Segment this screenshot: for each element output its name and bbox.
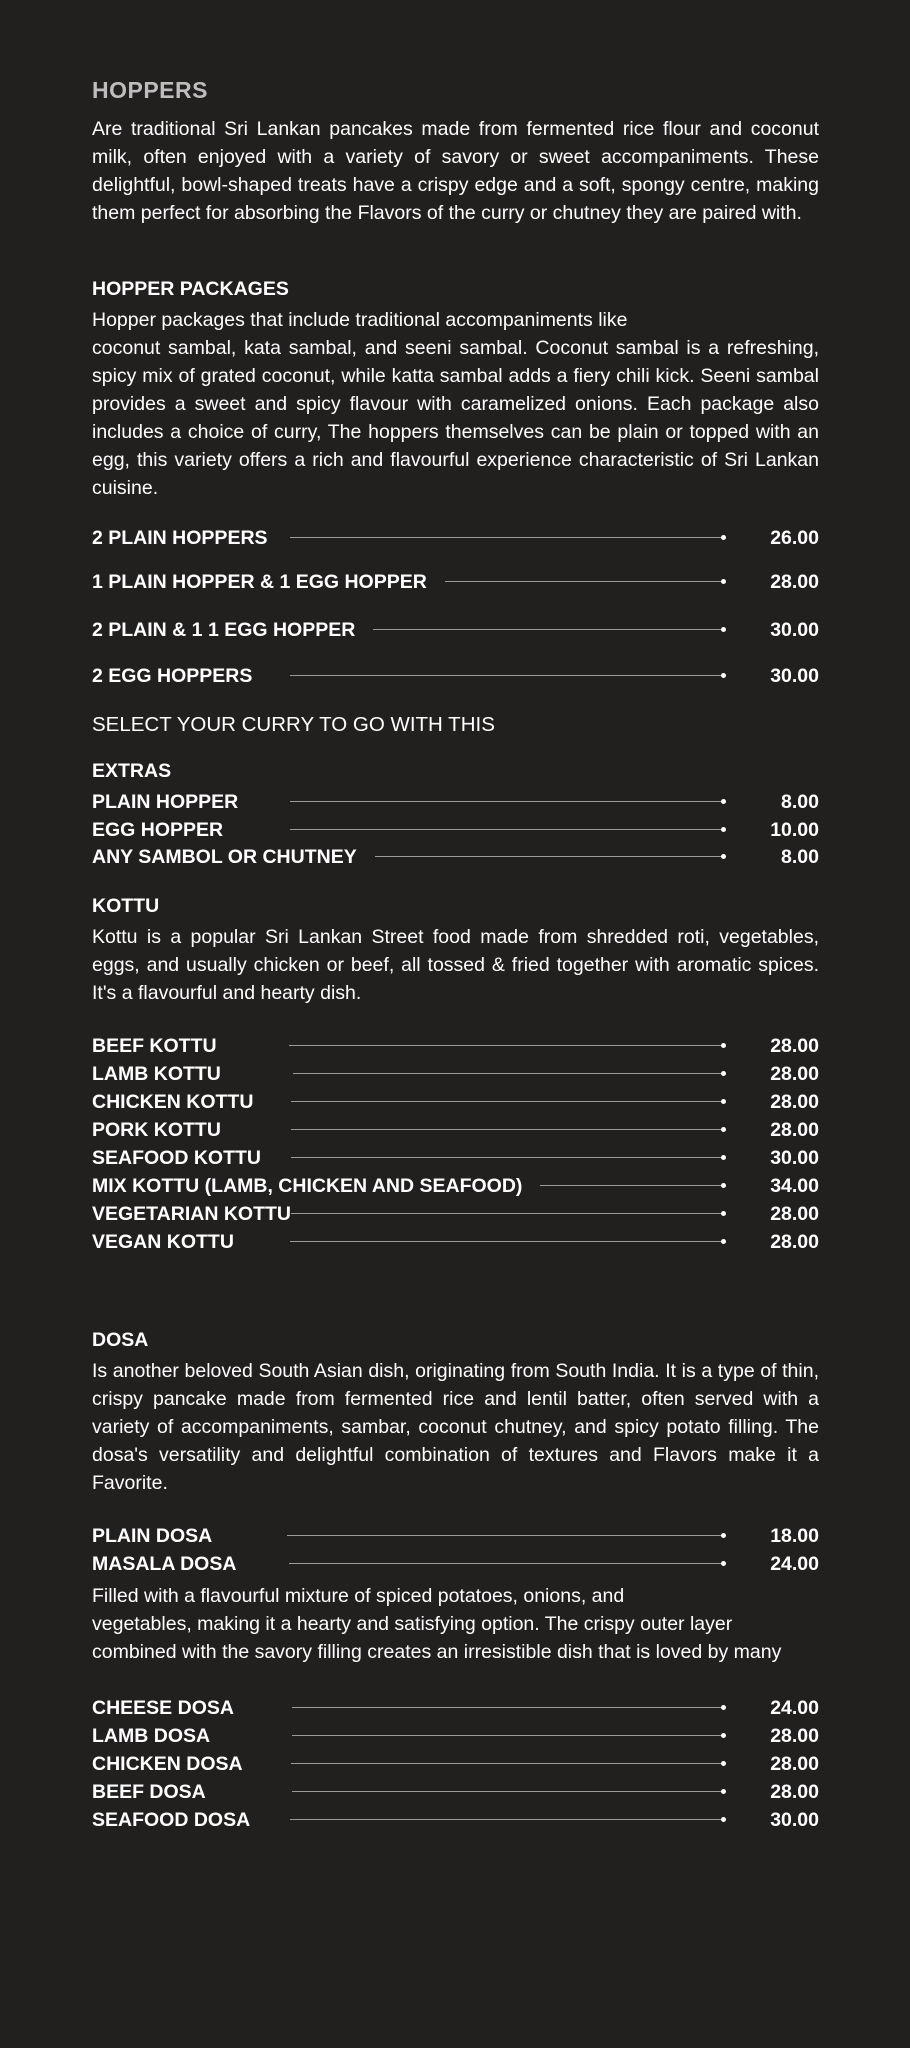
dotted-leader bbox=[290, 801, 723, 803]
dosa-description: Is another beloved South Asian dish, originating from South India. It is a type of thin, crispy pancake made from fermented rice and lentil batter, often served with a variety of accompaniments, sambar, coconut chutney, and spicy potato filling. The dosa's versatility and delightful combination of textures and Flavors make it a Favorite. bbox=[92, 1360, 819, 1494]
menu-item bbox=[92, 1750, 819, 1778]
item-price: 26.00 bbox=[770, 526, 819, 549]
item-name: 2 PLAIN HOPPERS bbox=[92, 526, 268, 549]
kottu-title: KOTTU bbox=[92, 895, 160, 917]
dotted-leader bbox=[290, 829, 723, 831]
item-price: 30.00 bbox=[770, 1808, 819, 1831]
menu-item bbox=[92, 1200, 819, 1228]
item-name: LAMB KOTTU bbox=[92, 1062, 221, 1085]
item-price: 8.00 bbox=[781, 790, 819, 813]
menu-item bbox=[92, 1522, 819, 1550]
dotted-leader bbox=[293, 1073, 723, 1075]
item-price: 24.00 bbox=[770, 1696, 819, 1719]
item-price: 34.00 bbox=[770, 1174, 819, 1197]
item-name: BEEF KOTTU bbox=[92, 1034, 217, 1057]
dotted-leader bbox=[291, 1101, 723, 1103]
menu-item bbox=[92, 524, 819, 552]
item-name: VEGAN KOTTU bbox=[92, 1230, 234, 1253]
menu-item bbox=[92, 1116, 819, 1144]
item-name: SEAFOOD DOSA bbox=[92, 1808, 251, 1831]
masala-note-line3: combined with the savory filling creates an irresistible dish that is loved by many bbox=[92, 1641, 782, 1663]
menu-item bbox=[92, 616, 819, 644]
item-name: PLAIN HOPPER bbox=[92, 790, 239, 813]
item-price: 24.00 bbox=[770, 1552, 819, 1575]
dotted-leader bbox=[375, 856, 723, 858]
item-price: 28.00 bbox=[770, 1090, 819, 1113]
dotted-leader bbox=[290, 537, 723, 539]
item-name: EGG HOPPER bbox=[92, 818, 224, 841]
item-name: CHICKEN DOSA bbox=[92, 1752, 243, 1775]
dotted-leader bbox=[373, 629, 723, 631]
dotted-leader bbox=[292, 1707, 723, 1709]
item-price: 30.00 bbox=[770, 664, 819, 687]
hoppers-title: HOPPERS bbox=[92, 77, 208, 103]
kottu-description: Kottu is a popular Sri Lankan Street food made from shredded roti, vegetables, eggs, and usually chicken or beef, all tossed & fried together with aromatic spices. It's a flavourful and hearty dish. bbox=[92, 926, 819, 1004]
menu-item bbox=[92, 1144, 819, 1172]
menu-item bbox=[92, 1694, 819, 1722]
menu-item bbox=[92, 662, 819, 690]
dotted-leader bbox=[290, 1819, 723, 1821]
item-name: 2 PLAIN & 1 1 EGG HOPPER bbox=[92, 618, 356, 641]
menu-item bbox=[92, 1722, 819, 1750]
item-name: 1 PLAIN HOPPER & 1 EGG HOPPER bbox=[92, 570, 427, 593]
item-name: ANY SAMBOL OR CHUTNEY bbox=[92, 845, 357, 868]
menu-item bbox=[92, 1060, 819, 1088]
menu-item bbox=[92, 1778, 819, 1806]
dotted-leader bbox=[292, 1791, 723, 1793]
dotted-leader bbox=[290, 1241, 723, 1243]
hopper-packages-description-line1: Hopper packages that include traditional accompaniments like bbox=[92, 309, 628, 331]
masala-note-line1: Filled with a flavourful mixture of spiced potatoes, onions, and bbox=[92, 1585, 625, 1607]
hopper-packages-title: HOPPER PACKAGES bbox=[92, 278, 289, 300]
masala-note-line2: vegetables, making it a hearty and satisfying option. The crispy outer layer bbox=[92, 1613, 733, 1635]
item-price: 10.00 bbox=[770, 818, 819, 841]
extras-title: EXTRAS bbox=[92, 760, 172, 782]
dotted-leader bbox=[291, 1157, 723, 1159]
dotted-leader bbox=[540, 1185, 723, 1187]
dosa-title: DOSA bbox=[92, 1329, 149, 1351]
dotted-leader bbox=[287, 1535, 723, 1537]
menu-item bbox=[92, 1550, 819, 1578]
item-name: PLAIN DOSA bbox=[92, 1524, 213, 1547]
item-price: 18.00 bbox=[770, 1524, 819, 1547]
item-price: 28.00 bbox=[770, 1118, 819, 1141]
hopper-packages-description-rest: coconut sambal, kata sambal, and seeni sambal. Coconut sambal is a refreshing, spicy mix of grated coconut, while katta sambal adds a fiery chili kick. Seeni sambal provides a sweet and spicy flavour with caramelized onions. Each package also includes a choice of curry, The hoppers themselves can be plain or topped with an egg, this variety offers a rich and flavourful experience characteristic of Sri Lankan cuisine. bbox=[92, 337, 819, 499]
item-name: CHICKEN KOTTU bbox=[92, 1090, 254, 1113]
dotted-leader bbox=[290, 675, 723, 677]
item-price: 30.00 bbox=[770, 618, 819, 641]
item-price: 28.00 bbox=[770, 1230, 819, 1253]
item-price: 8.00 bbox=[781, 845, 819, 868]
dotted-leader bbox=[445, 581, 723, 583]
menu-item bbox=[92, 816, 819, 844]
dotted-leader bbox=[292, 1735, 723, 1737]
item-price: 28.00 bbox=[770, 1034, 819, 1057]
menu-item bbox=[92, 1088, 819, 1116]
menu-item bbox=[92, 1032, 819, 1060]
item-name: LAMB DOSA bbox=[92, 1724, 211, 1747]
menu-item bbox=[92, 788, 819, 816]
dotted-leader bbox=[291, 1763, 723, 1765]
menu-item bbox=[92, 568, 819, 596]
item-name: MIX KOTTU (LAMB, CHICKEN AND SEAFOOD) bbox=[92, 1174, 523, 1197]
hopper-packages-description bbox=[92, 306, 819, 502]
item-price: 28.00 bbox=[770, 1724, 819, 1747]
dotted-leader bbox=[291, 1213, 723, 1215]
item-name: VEGETARIAN KOTTU bbox=[92, 1202, 291, 1225]
dotted-leader bbox=[291, 1129, 723, 1131]
menu-item bbox=[92, 1806, 819, 1834]
dotted-leader bbox=[289, 1563, 723, 1565]
hoppers-description: Are traditional Sri Lankan pancakes made from fermented rice flour and coconut milk, often enjoyed with a variety of savory or sweet accompaniments. These delightful, bowl-shaped treats have a crispy edge and a soft, spongy centre, making them perfect for absorbing the Flavors of the curry or chutney they are paired with. bbox=[92, 118, 819, 224]
item-price: 28.00 bbox=[770, 1780, 819, 1803]
item-price: 28.00 bbox=[770, 570, 819, 593]
item-name: SEAFOOD KOTTU bbox=[92, 1146, 261, 1169]
dotted-leader bbox=[289, 1045, 723, 1047]
item-name: PORK KOTTU bbox=[92, 1118, 221, 1141]
menu-item bbox=[92, 843, 819, 871]
item-price: 28.00 bbox=[770, 1062, 819, 1085]
item-price: 28.00 bbox=[770, 1752, 819, 1775]
item-name: 2 EGG HOPPERS bbox=[92, 664, 253, 687]
item-name: CHEESE DOSA bbox=[92, 1696, 234, 1719]
menu-item bbox=[92, 1172, 819, 1200]
curry-note: SELECT YOUR CURRY TO GO WITH THIS bbox=[92, 713, 495, 736]
masala-dosa-note bbox=[92, 1582, 819, 1666]
item-price: 30.00 bbox=[770, 1146, 819, 1169]
item-name: BEEF DOSA bbox=[92, 1780, 206, 1803]
item-price: 28.00 bbox=[770, 1202, 819, 1225]
item-name: MASALA DOSA bbox=[92, 1552, 237, 1575]
menu-item bbox=[92, 1228, 819, 1256]
